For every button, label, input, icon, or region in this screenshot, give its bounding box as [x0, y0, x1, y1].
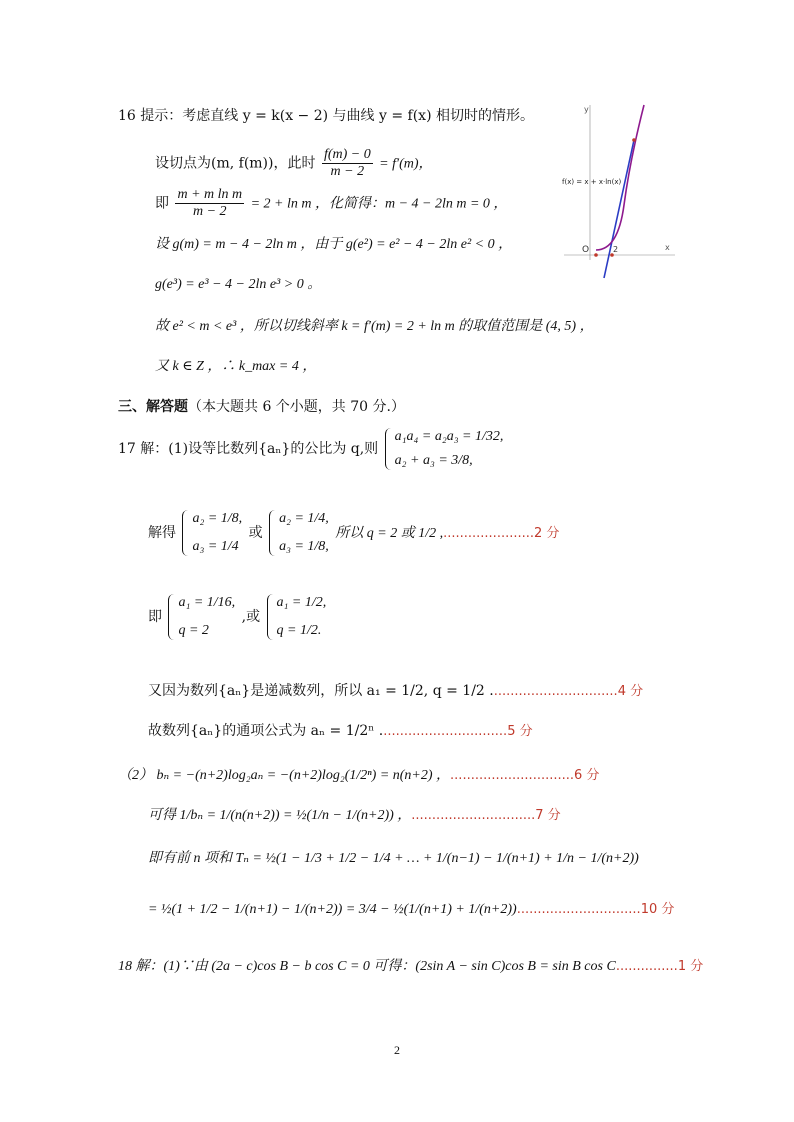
q16-frac1-rhs: = f′(m)，: [379, 156, 433, 172]
q17-ji: 即: [148, 609, 162, 625]
q17-dots-7: ..............................: [411, 808, 536, 823]
q16-simplify-line: [155, 187, 507, 220]
section3-note: （本大题共 6 个小题，共 70 分.）: [188, 399, 405, 415]
q17-general-line: [148, 722, 533, 741]
page-number: 2: [394, 1043, 400, 1057]
q17-system-b-row1: a₂ = 1/4,: [279, 511, 329, 526]
section3-heading: [118, 398, 405, 416]
q17-system-d-brace: [267, 594, 275, 640]
q16-g-def: 设 g(m) = m − 4 − 2ln m ，由于 g(e²) = e² − 4 − 2ln e² < 0 ，: [155, 237, 513, 252]
q17-system-d-row2: q = 1/2.: [276, 623, 322, 638]
graph-two-label: 2: [613, 245, 619, 254]
q16-conclusion: 又 k ∈ Z ，∴ k_max = 4 ，: [155, 359, 317, 374]
q17-solve-line: [148, 510, 559, 580]
q17-system-a-row1: a₂ = 1/8,: [192, 511, 243, 526]
q17-part2: （2） bₙ = −(n+2)log₂aₙ = −(n+2)log₂(1/2ⁿ) = n(n+2) ，: [118, 768, 451, 783]
q17-dots-4: ..............................: [493, 684, 618, 699]
q16-frac2: [175, 187, 244, 220]
section3-title: 三、解答题: [118, 399, 188, 415]
q16-graph: [560, 100, 678, 280]
q17-system-a: [182, 510, 242, 556]
q17-dots-10: ..............................: [516, 902, 641, 917]
q17-system-b: [269, 510, 329, 556]
q16-frac1: [322, 147, 373, 180]
q17-huo: 或: [248, 525, 263, 541]
q17-score-7: 7 分: [535, 808, 561, 823]
q17-system-d: [267, 594, 327, 640]
q17-system-b-brace: [269, 510, 277, 556]
q18-score: 1 分: [677, 959, 704, 974]
q17-decreasing-line: [148, 682, 643, 701]
q17-dots-2: ......................: [443, 526, 535, 541]
q17-system-d-row1: a₁ = 1/2,: [276, 595, 327, 610]
q17-system-c-row2: q = 2: [178, 623, 209, 638]
q17-system-c: [168, 594, 235, 640]
q16-hint: 16 提示：考虑直线 y = k(x − 2) 与曲线 y = f(x) 相切时的情形。: [118, 108, 534, 124]
q17-dots-6: ..............................: [450, 768, 575, 783]
q17-huo2: ,或: [241, 609, 261, 625]
q17-sum-2: = ½(1 + 1/2 − 1/(n+1) − 1/(n+2)) = 3/4 − ½(1/(n+1) + 1/(n+2)): [148, 902, 517, 917]
q16-frac2-rhs: = 2 + ln m ，化简得：m − 4 − 2ln m = 0 ，: [250, 196, 508, 212]
q16-tangent-point: 设切点为(m, f(m))，此时: [155, 155, 316, 172]
q17-ji-line: [148, 594, 328, 664]
q16-tangent-line: [155, 147, 433, 180]
q17-system-1-brace: [385, 428, 393, 470]
graph-y-label: y: [584, 105, 589, 114]
q18-text: 18 解：(1)∵由 (2a − c)cos B − b cos C = 0 可得：(2sin A − sin C)cos B = sin B cos C: [118, 959, 616, 974]
q18-line: [118, 957, 703, 976]
q17-jiede: 解得: [148, 525, 176, 541]
q16-frac1-den: m − 2: [330, 164, 365, 179]
q16-frac2-den: m − 2: [193, 204, 227, 219]
q17-system-b-row2: a₃ = 1/8,: [279, 539, 329, 554]
q17-system-1: [385, 428, 504, 470]
q17-score-10: 10 分: [640, 902, 675, 917]
q17-sum-1: 即有前 n 项和 Tₙ = ½(1 − 1/3 + 1/2 − 1/4 + … + 1/(n−1) − 1/(n+1) + 1/n − 1/(n+2)): [148, 851, 639, 866]
q17-system-a-row2: a₃ = 1/4: [192, 539, 239, 554]
q16-g-e3: g(e³) = e³ − 4 − 2ln e³ > 0 。: [155, 277, 322, 292]
q16-graph-svg: [560, 100, 678, 280]
q17-dots-5: ..............................: [383, 724, 508, 739]
graph-origin-point: [594, 253, 598, 257]
graph-function-label: f(x) = x + x·ln(x): [562, 178, 622, 186]
graph-tangent-point: [632, 138, 636, 142]
q16-frac1-num: f(m) − 0: [323, 147, 371, 162]
q17-system-c-row1: a₁ = 1/16,: [178, 595, 236, 610]
q17-system-c-brace: [168, 594, 176, 640]
q17-sum-2-line: [148, 900, 674, 919]
q17-system-1-row1: a₁a₄ = a₂a₃ = 1/32,: [394, 429, 504, 444]
q16-range: 故 e² < m < e³ ，所以切线斜率 k = f′(m) = 2 + ln m 的取值范围是 (4, 5) ，: [155, 319, 594, 334]
q17-score-6: 6 分: [574, 768, 600, 783]
q17-intro: 17 解：(1)设等比数列{aₙ}的公比为 q,则: [118, 441, 379, 457]
q17-score-2: 2 分: [534, 526, 560, 541]
q17-kede-line: [148, 806, 561, 825]
q17-intro-line: [118, 428, 505, 488]
graph-origin-label: O: [582, 245, 590, 255]
q17-system-a-brace: [182, 510, 190, 556]
q17-suoyi: 所以 q = 2 或 1/2 ,: [335, 526, 444, 541]
q17-general: 故数列{aₙ}的通项公式为 aₙ = 1/2ⁿ .: [148, 723, 384, 739]
q17-part2-line: [118, 766, 599, 785]
graph-x-label: x: [665, 243, 670, 252]
q18-dots: ...............: [615, 959, 678, 974]
q17-decreasing: 又因为数列{aₙ}是递减数列，所以 a₁ = 1/2, q = 1/2 .: [148, 683, 494, 699]
graph-tangent-line: [604, 140, 634, 278]
q16-ji: 即: [155, 195, 169, 212]
q16-frac2-num: m + m ln m: [177, 187, 243, 202]
q17-score-4: 4 分: [617, 684, 644, 699]
q17-system-1-row2: a₂ + a₃ = 3/8,: [394, 453, 473, 468]
q17-kede: 可得 1/bₙ = 1/(n(n+2)) = ½(1/n − 1/(n+2)) ，: [148, 808, 412, 823]
q17-score-5: 5 分: [507, 724, 533, 739]
